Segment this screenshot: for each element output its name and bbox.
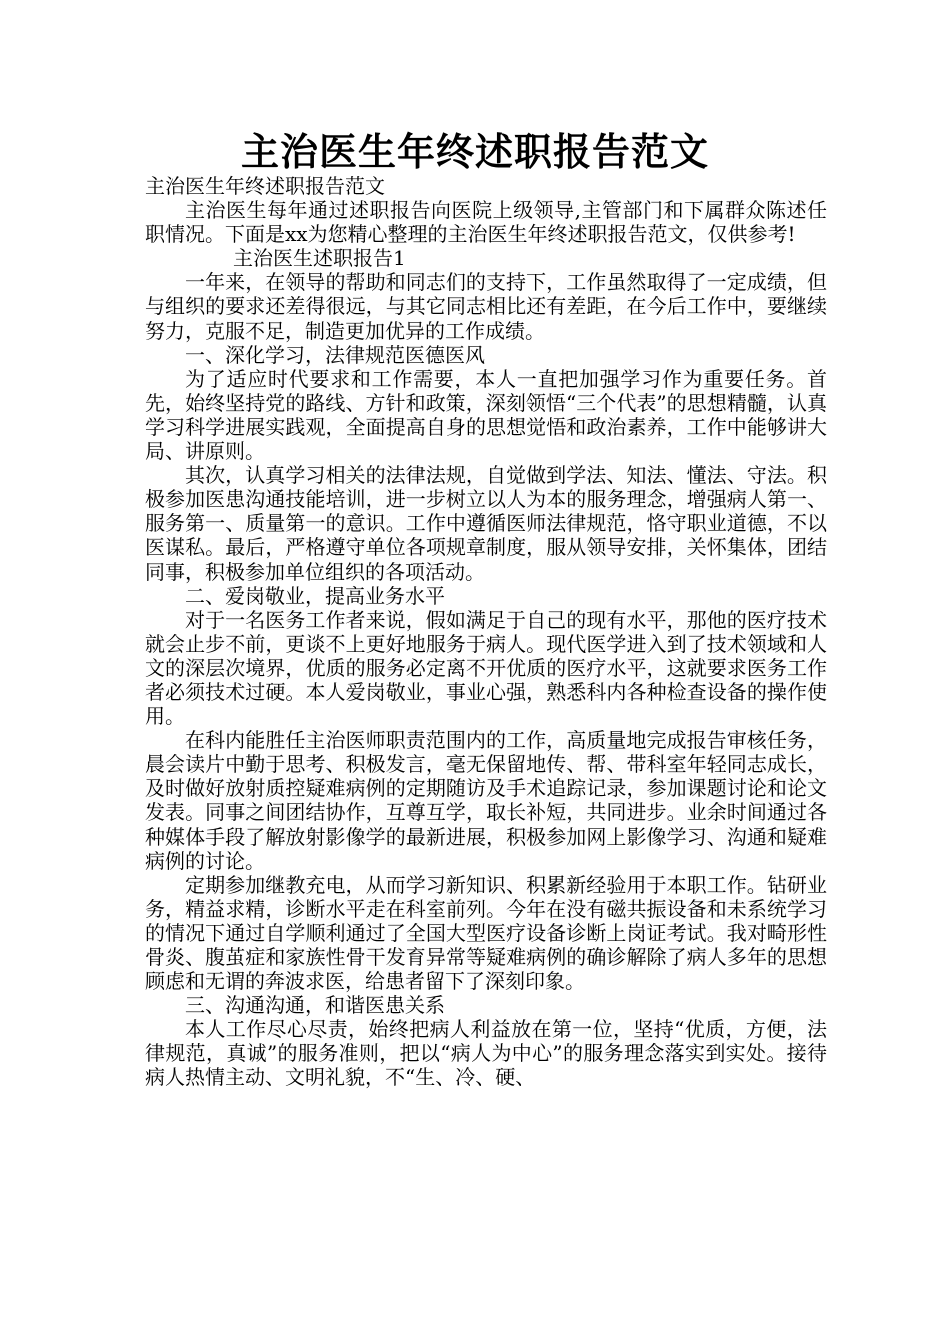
intro-paragraph: 主治医生每年通过述职报告向医院上级领导,主管部门和下属群众陈述任职情况。下面是xx为您精心整理的主治医生年终述职报告范文，仅供参考! (145, 198, 827, 247)
section-heading-2: 二、爱岗敬业，提高业务水平 (185, 583, 445, 608)
section-2-paragraph-1: 对于一名医务工作者来说，假如满足于自己的现有水平，那他的医疗技术就会止步不前，更谈不上更好地服务于病人。现代医学进入到了技术领域和人文的深层次境界，优质的服务必定离不开优质的医疗水平，这就要求医务工作者必须技术过硬。本人爱岗敬业，事业心强，熟悉科内各种检查设备的操作使用。 (145, 607, 827, 729)
section-2-paragraph-3: 定期参加继教充电，从而学习新知识、积累新经验用于本职工作。钻研业务，精益求精，诊断水平走在科室前列。今年在没有磁共振设备和未系统学习的情况下通过自学顺利通过了全国大型医疗设备诊断上岗证考试。我对畸形性骨炎、腹茧症和家族性骨干发育异常等疑难病例的确诊解除了病人多年的思想顾虑和无谓的奔波求医，给患者留下了深刻印象。 (145, 872, 827, 994)
section-2-paragraph-2: 在科内能胜任主治医师职责范围内的工作，高质量地完成报告审核任务，晨会读片中勤于思考、积极发言，毫无保留地传、帮、带科室年轻同志成长，及时做好放射质控疑难病例的定期随访及手术追踪记录，参加课题讨论和论文发表。同事之间团结协作，互尊互学，取长补短，共同进步。业余时间通过各种媒体手段了解放射影像学的最新进展，积极参加网上影像学习、沟通和疑难病例的讨论。 (145, 728, 827, 873)
section-heading-1: 一、深化学习，法律规范医德医风 (185, 342, 485, 367)
document-body (145, 174, 827, 1090)
doc-heading-repeat: 主治医生年终述职报告范文 (145, 174, 385, 198)
report-subtitle: 主治医生述职报告1 (233, 246, 406, 271)
document-title: 主治医生年终述职报告范文 (240, 130, 709, 174)
section-1-paragraph-1: 为了适应时代要求和工作需要，本人一直把加强学习作为重要任务。首先，始终坚持党的路线、方针和政策，深刻领悟“三个代表”的思想精髓，认真学习科学进展实践观，全面提高自身的思想觉悟和政治素养，工作中能够讲大局、讲原则。 (145, 366, 827, 464)
section-1-paragraph-2: 其次，认真学习相关的法律法规，自觉做到学法、知法、懂法、守法。积极参加医患沟通技能培训，进一步树立以人为本的服务理念，增强病人第一、服务第一、质量第一的意识。工作中遵循医师法律规范，恪守职业道德，不以医谋私。最后，严格遵守单位各项规章制度，服从领导安排，关怀集体，团结同事，积极参加单位组织的各项活动。 (145, 463, 827, 584)
section-3-paragraph-1: 本人工作尽心尽责，始终把病人利益放在第一位，坚持“优质，方便，法律规范，真诚”的服务准则，把以“病人为中心”的服务理念落实到实处。接待病人热情主动、文明礼貌，不“生、冷、硬、 (145, 1017, 827, 1090)
section-heading-3: 三、沟通沟通，和谐医患关系 (185, 993, 445, 1018)
opening-paragraph: 一年来，在领导的帮助和同志们的支持下，工作虽然取得了一定成绩，但与组织的要求还差得很远，与其它同志相比还有差距，在今后工作中，要继续努力，克服不足，制造更加优异的工作成绩。 (145, 270, 827, 343)
